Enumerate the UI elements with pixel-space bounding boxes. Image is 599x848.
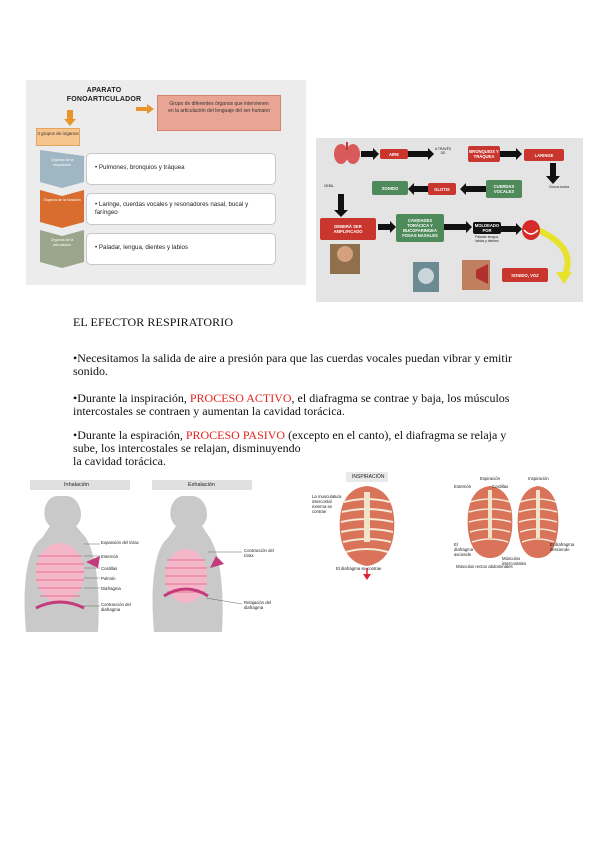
- section-heading: EL EFECTOR RESPIRATORIO: [73, 315, 234, 329]
- ribcage-comparison-figure: [450, 472, 580, 572]
- p3-text-after: (excepto en el canto), el diafragma se relaja y sube, los intercostales se relajan, disminuyendo: [73, 428, 507, 455]
- figure-label: Contracción del diafragma: [101, 602, 131, 612]
- flow-node-cuerdas: CUERDAS VOCALES: [486, 180, 522, 198]
- p2-text-after: , el diafragma se contrae y baja, los músculos intercostales se contraen y aumentan la cavidad torácica.: [73, 391, 510, 418]
- figure-label: Pulmón: [101, 576, 116, 581]
- figure-label: Esternón: [454, 484, 472, 489]
- flow-node-aire: AIRE: [380, 149, 408, 159]
- flow-node-glotis: GLOTIS: [428, 183, 456, 195]
- figure-label: Contracción del tórax: [244, 548, 274, 558]
- p2-text: •Durante la inspiración,: [73, 391, 190, 405]
- paragraph-3: [73, 429, 523, 468]
- inhalation-title: Inhalación: [64, 482, 90, 488]
- figure-label: Esternón: [101, 554, 119, 559]
- diagram-title: APARATO FONOARTICULADOR: [66, 87, 142, 103]
- definition-box: Grupo de diferentes órganos que intervienen en la articulación del lenguaje del ser humano: [157, 95, 281, 131]
- flow-node-cavidades: CAVIDADES TORÁCICA Y BUCOFARINGEA FOSAS NASALES: [396, 214, 444, 242]
- flow-label-choca: Choca contra: [548, 185, 570, 189]
- figure-label: Costillas: [101, 566, 118, 571]
- figure-label: Relajación del diafragma: [244, 600, 271, 610]
- figure-label: Inspiración: [528, 476, 549, 481]
- proceso-pasivo: PROCESO PASIVO: [185, 428, 286, 442]
- mouth-icon: [522, 220, 540, 240]
- chevron-shape: [40, 230, 84, 268]
- figure-label: Expansión del tórax: [101, 540, 139, 545]
- organ-group-row: [40, 150, 280, 188]
- figure-label: El diafragma se contrae: [336, 566, 382, 571]
- arrow-right-icon: [136, 104, 154, 114]
- lungs-icon: [334, 142, 360, 164]
- p3-text: •Durante la espiración,: [73, 428, 186, 442]
- figure-label: Músculos intercostales: [502, 556, 527, 566]
- inhalation-figure: [16, 478, 146, 632]
- group-label: Órganos de la respiración: [50, 158, 74, 167]
- chevron-shape: [40, 190, 84, 228]
- exhalation-figure: [146, 478, 284, 632]
- figure-label: El diafragma asciende: [454, 542, 474, 557]
- figure-label: El diafragma desciende: [550, 542, 575, 552]
- flow-node-laringe: LARINGE: [524, 149, 564, 161]
- figure-label: La musculatura intercostal externa se contrae: [312, 494, 342, 514]
- fonoarticulador-diagram: [26, 80, 306, 285]
- chevron-shape: [40, 150, 84, 188]
- flow-label-debil: DEBIL: [324, 184, 334, 188]
- figure-label: Diafragma: [101, 586, 121, 591]
- arrow-down-icon: [64, 110, 76, 126]
- flow-node-moldeado: MOLDEADO POR: [474, 223, 500, 233]
- voice-flow-diagram: [316, 138, 583, 302]
- flow-node-sonido: SONIDO: [372, 181, 408, 195]
- paragraph-1: •Necesitamos la salida de aire a presión para que las cuerdas vocales puedan vibrar y emitir sonido.: [73, 351, 513, 378]
- flow-node-amplificado: DEBERÁ SER AMPLIFICADO: [320, 218, 376, 240]
- organ-group-row: [40, 230, 280, 268]
- figure-label: Costillas: [492, 484, 509, 489]
- figure-label: Espiración: [480, 476, 501, 481]
- group-content: • Paladar, lengua, dientes y labios: [86, 233, 276, 265]
- flow-node-bronquios: BRONQUIOS Y TRÁQUEA: [468, 146, 500, 162]
- group-label: Órganos de la articulación: [50, 238, 74, 247]
- p3-text-end: la cavidad torácica.: [73, 454, 166, 468]
- paragraph-2: [73, 392, 523, 418]
- flow-node-sonido-voz: SONIDO, VOZ: [502, 268, 548, 282]
- exhalation-title: Exhalación: [188, 482, 215, 488]
- group-content: • Pulmones, bronquios y tráquea: [86, 153, 276, 185]
- organ-group-row: [40, 190, 280, 228]
- groups-label: 3 grupos de órganos: [36, 128, 80, 146]
- group-label: Órganos de la fonación: [43, 198, 81, 202]
- proceso-activo: PROCESO ACTIVO: [189, 391, 292, 405]
- figure-label: Músculos rectos abdominales: [456, 564, 513, 569]
- inspiration-ribcage-figure: [312, 472, 412, 582]
- flow-label-a-traves: A TRAVÉS DE: [434, 147, 452, 155]
- group-content: • Laringe, cuerdas vocales y resonadores nasal, bucal y faríngeo: [86, 193, 276, 225]
- inspiration-title: INSPIRACIÓN: [352, 474, 385, 480]
- flow-label-moldeado-sub: Paladar lengua, labios y dientes: [475, 235, 499, 243]
